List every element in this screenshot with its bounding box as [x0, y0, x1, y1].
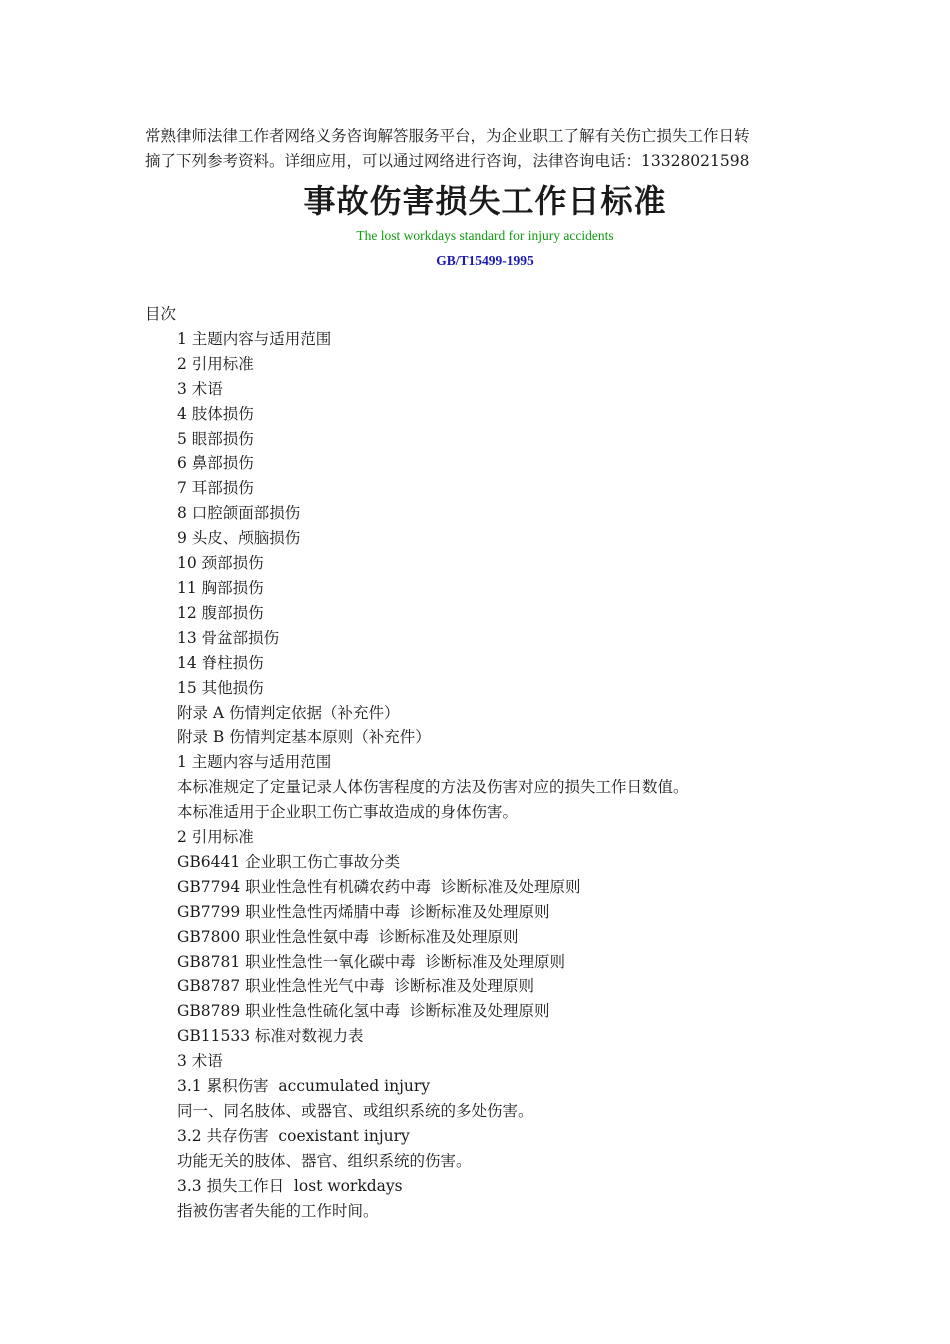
document-page: [145, 124, 825, 1224]
text-line: 14 脊柱损伤: [177, 653, 264, 672]
text-line: 1 主题内容与适用范围: [177, 329, 332, 348]
text-line: 1 主题内容与适用范围: [177, 753, 332, 772]
intro-paragraph: [145, 124, 825, 174]
text-line: 本标准规定了定量记录人体伤害程度的方法及伤害对应的损失工作日数值。: [177, 778, 689, 797]
text-line: GB7794 职业性急性有机磷农药中毒 诊断标准及处理原则: [177, 877, 581, 896]
text-line: 3.1 累积伤害 accumulated injury: [177, 1077, 431, 1096]
text-line: 3.3 损失工作日 lost workdays: [177, 1176, 403, 1195]
intro-line-1: 常熟律师法律工作者网络义务咨询解答服务平台，为企业职工了解有关伤亡损失工作日转: [145, 127, 750, 145]
text-line: 10 颈部损伤: [177, 554, 264, 573]
text-line: 8 口腔颌面部损伤: [177, 504, 301, 523]
text-line: 本标准适用于企业职工伤亡事故造成的身体伤害。: [177, 803, 519, 822]
document-body-lines: [145, 327, 825, 1224]
text-line: 3 术语: [177, 379, 223, 398]
text-line: GB8787 职业性急性光气中毒 诊断标准及处理原则: [177, 977, 535, 996]
text-line: GB8781 职业性急性一氧化碳中毒 诊断标准及处理原则: [177, 952, 566, 971]
text-line: GB6441 企业职工伤亡事故分类: [177, 852, 401, 871]
text-line: 12 腹部损伤: [177, 603, 264, 622]
text-line: 指被伤害者失能的工作时间。: [177, 1201, 379, 1220]
text-line: 9 头皮、颅脑损伤: [177, 529, 301, 548]
text-line: 同一、同名肢体、或器官、或组织系统的多处伤害。: [177, 1102, 534, 1120]
text-line: 3 术语: [177, 1052, 223, 1071]
text-line: 2 引用标准: [177, 354, 254, 373]
text-line: 4 肢体损伤: [177, 404, 254, 423]
text-line: 15 其他损伤: [177, 678, 264, 697]
text-line: 功能无关的肢体、器官、组织系统的伤害。: [177, 1151, 472, 1170]
text-line: GB7800 职业性急性氨中毒 诊断标准及处理原则: [177, 927, 519, 946]
text-line: 11 胸部损伤: [177, 578, 264, 597]
intro-line-2: 摘了下列参考资料。详细应用，可以通过网络进行咨询，法律咨询电话：13328021598: [145, 152, 750, 170]
toc-heading: 目次: [145, 305, 177, 323]
text-line: 13 骨盆部损伤: [177, 628, 280, 647]
text-line: 附录 A 伤情判定依据（补充件）: [177, 703, 400, 722]
document-title: 事故伤害损失工作日标准: [303, 182, 667, 220]
text-line: 7 耳部损伤: [177, 479, 254, 498]
text-line: GB11533 标准对数视力表: [177, 1027, 364, 1046]
text-line: GB8789 职业性急性硫化氢中毒 诊断标准及处理原则: [177, 1002, 550, 1021]
text-line: GB7799 职业性急性丙烯腈中毒 诊断标准及处理原则: [177, 902, 550, 921]
text-line: 2 引用标准: [177, 828, 254, 847]
english-subtitle: The lost workdays standard for injury accidents: [356, 228, 614, 243]
text-line: 6 鼻部损伤: [177, 454, 254, 473]
text-line: 附录 B 伤情判定基本原则（补充件）: [177, 728, 431, 747]
standard-code: GB/T15499-1995: [436, 253, 534, 268]
text-line: 5 眼部损伤: [177, 429, 254, 448]
text-line: 3.2 共存伤害 coexistant injury: [177, 1126, 410, 1145]
